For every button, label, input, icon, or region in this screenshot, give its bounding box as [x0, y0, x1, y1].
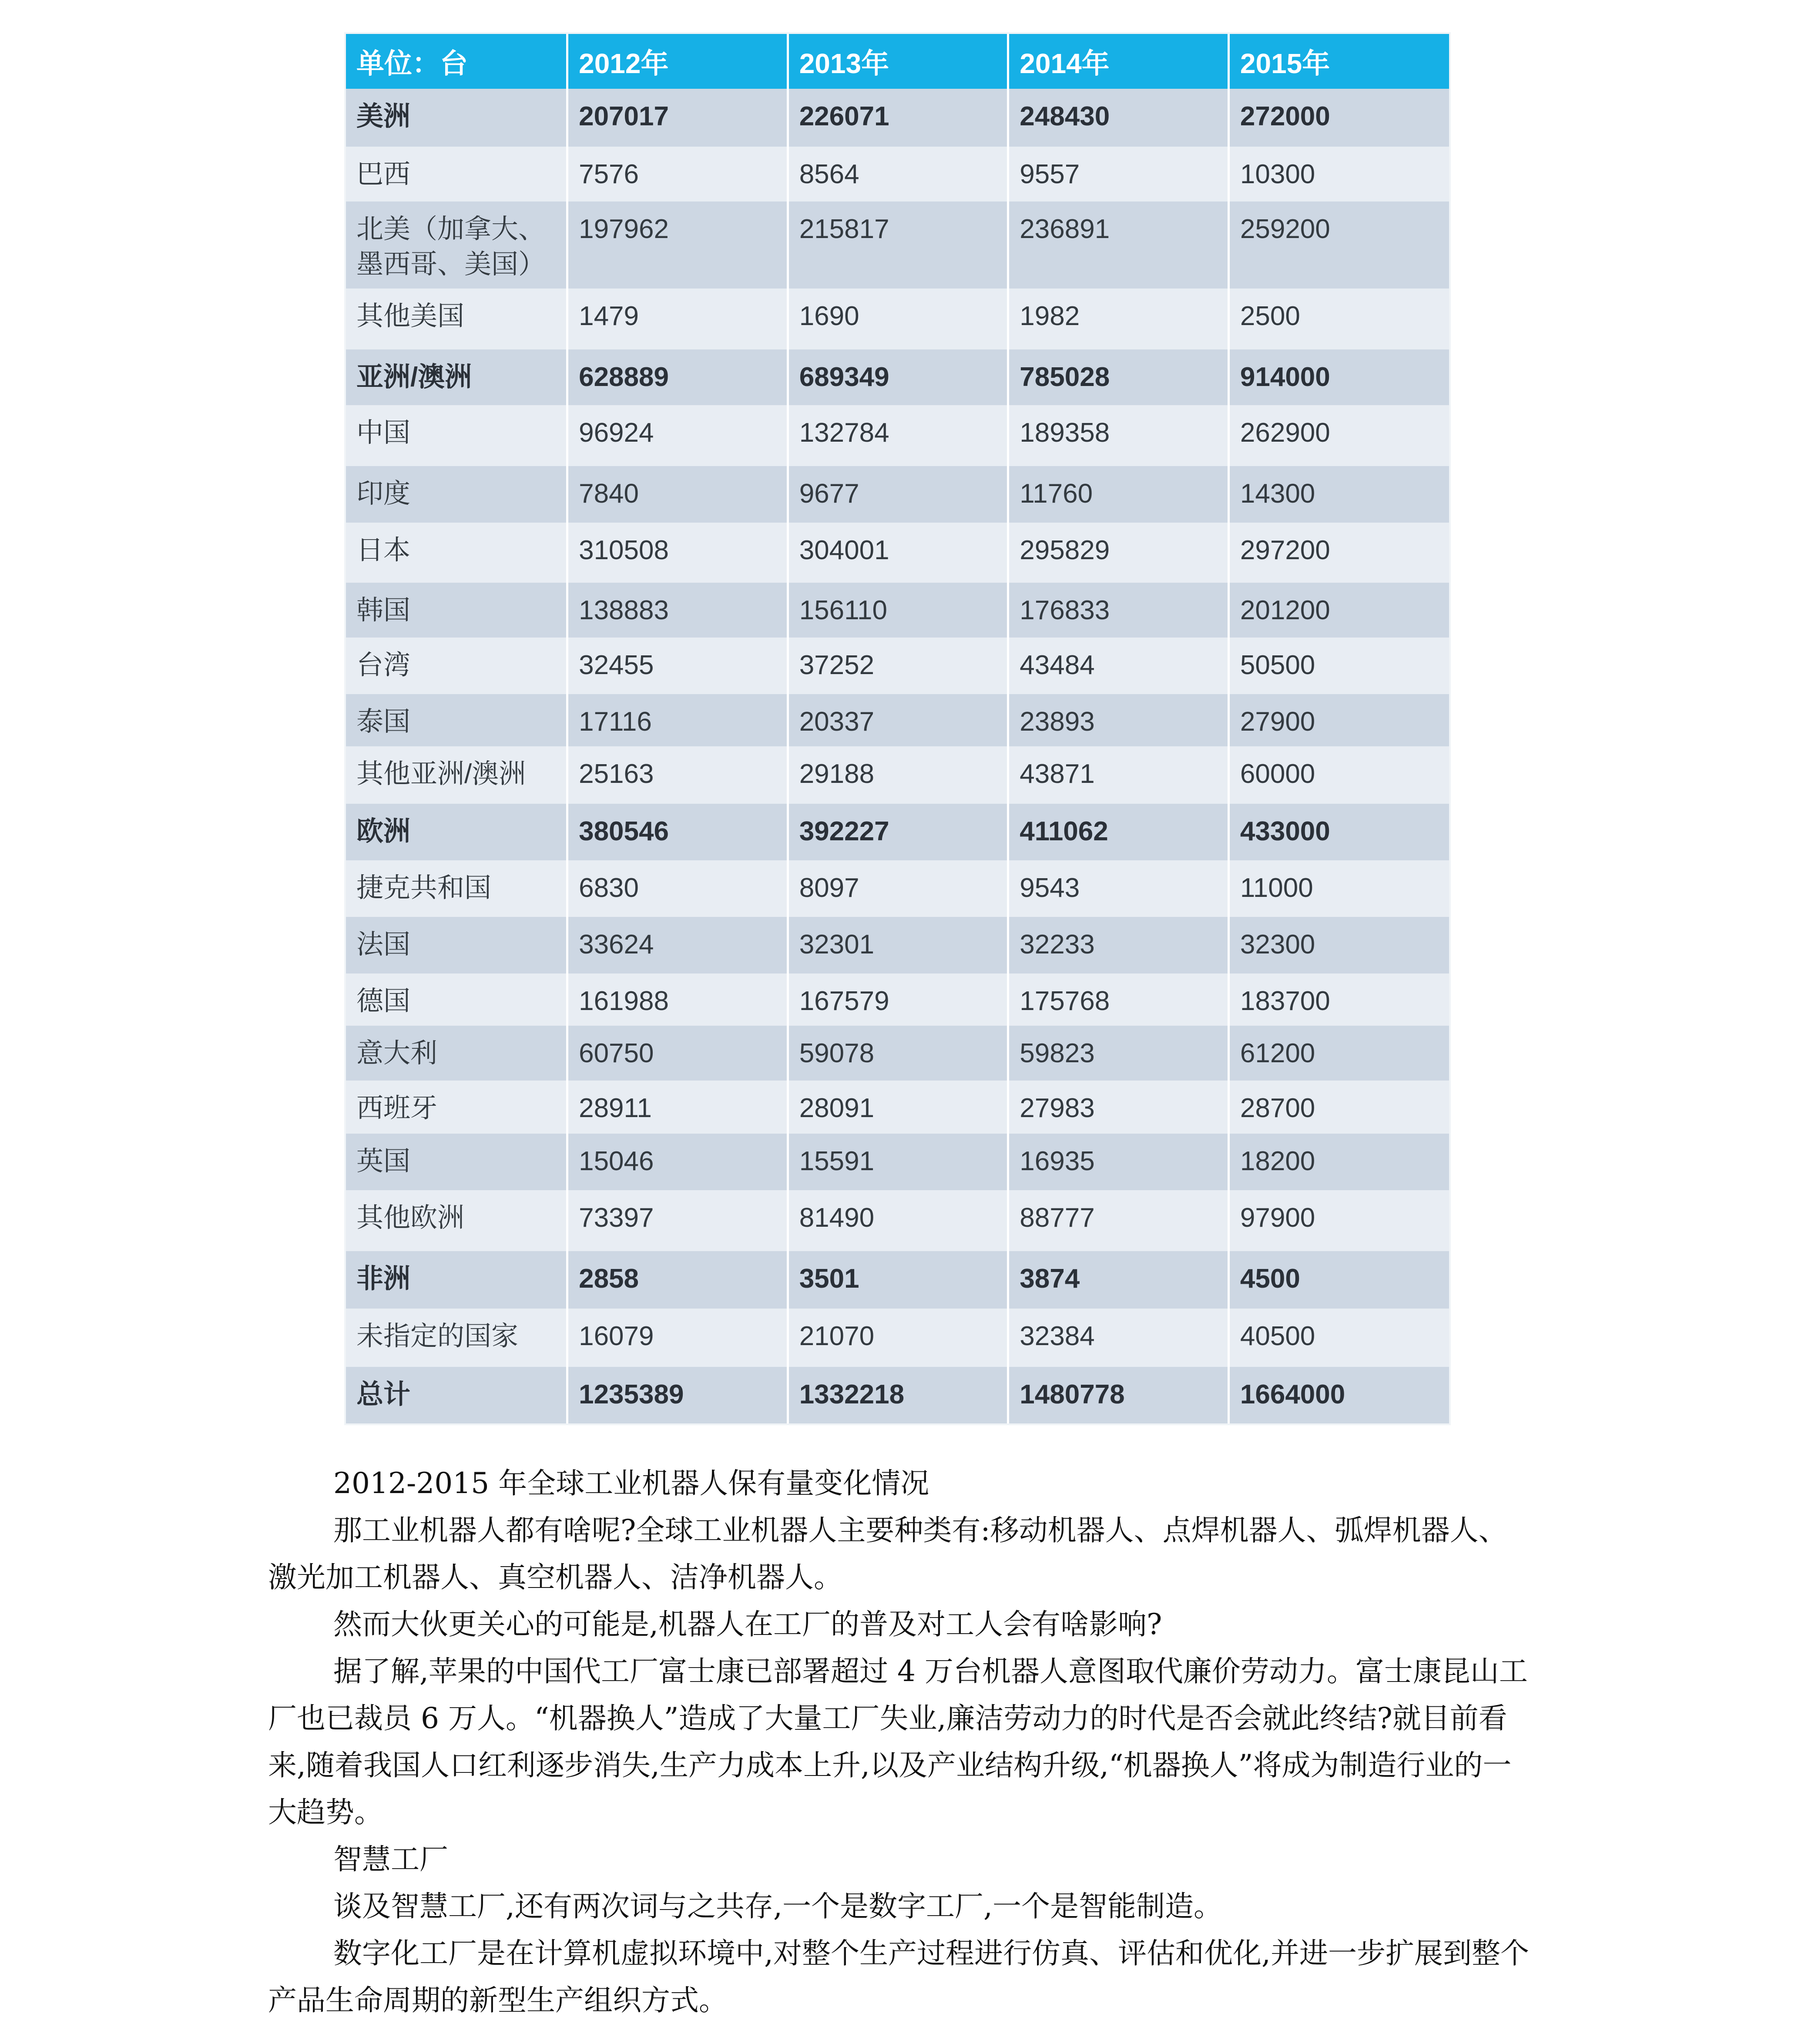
value-cell: 15591	[788, 1134, 1008, 1190]
value-cell: 248430	[1008, 89, 1229, 147]
value-cell: 1332218	[788, 1367, 1008, 1423]
row-label-cell: 欧洲	[346, 804, 567, 860]
row-label-cell: 非洲	[346, 1251, 567, 1309]
value-cell: 32233	[1008, 917, 1229, 973]
value-cell: 215817	[788, 201, 1008, 289]
value-cell: 7576	[567, 147, 788, 201]
value-cell: 15046	[567, 1134, 788, 1190]
value-cell: 272000	[1228, 89, 1449, 147]
value-cell: 197962	[567, 201, 788, 289]
table-row	[346, 523, 1449, 583]
value-cell: 8097	[788, 860, 1008, 917]
row-label-cell: 法国	[346, 917, 567, 973]
value-cell: 9677	[788, 466, 1008, 523]
row-label-cell: 韩国	[346, 583, 567, 638]
table-row	[346, 804, 1449, 860]
value-cell: 201200	[1228, 583, 1449, 638]
value-cell: 32384	[1008, 1309, 1229, 1367]
value-cell: 43871	[1008, 746, 1229, 804]
value-cell: 161988	[567, 973, 788, 1026]
row-label-cell: 北美（加拿大、墨西哥、美国）	[346, 201, 567, 289]
value-cell: 310508	[567, 523, 788, 583]
paragraph-smart-factory-terms: 谈及智慧工厂,还有两次词与之共存,一个是数字工厂,一个是智能制造。	[333, 1890, 1222, 1923]
value-cell: 914000	[1228, 349, 1449, 405]
value-cell: 1480778	[1008, 1367, 1229, 1423]
article-body	[268, 1460, 1530, 2024]
value-cell: 1664000	[1228, 1367, 1449, 1423]
value-cell: 189358	[1008, 405, 1229, 466]
table-row	[346, 1190, 1449, 1251]
value-cell: 138883	[567, 583, 788, 638]
value-cell: 1235389	[567, 1367, 788, 1423]
value-cell: 32301	[788, 917, 1008, 973]
value-cell: 32455	[567, 638, 788, 694]
value-cell: 226071	[788, 89, 1008, 147]
row-label-cell: 印度	[346, 466, 567, 523]
value-cell: 60000	[1228, 746, 1449, 804]
value-cell: 16079	[567, 1309, 788, 1367]
value-cell: 304001	[788, 523, 1008, 583]
value-cell: 60750	[567, 1026, 788, 1081]
value-cell: 28911	[567, 1081, 788, 1134]
robot-inventory-table	[346, 34, 1449, 1423]
table-row	[346, 405, 1449, 466]
value-cell: 2858	[567, 1251, 788, 1309]
robot-inventory-table-container	[346, 34, 1449, 1423]
header-cell-2012: 2012年	[567, 34, 788, 89]
value-cell: 8564	[788, 147, 1008, 201]
value-cell: 11000	[1228, 860, 1449, 917]
value-cell: 156110	[788, 583, 1008, 638]
value-cell: 88777	[1008, 1190, 1229, 1251]
value-cell: 1690	[788, 289, 1008, 349]
table-row	[346, 746, 1449, 804]
paragraph-worker-impact-question: 然而大伙更关心的可能是,机器人在工厂的普及对工人会有啥影响?	[333, 1608, 1162, 1641]
value-cell: 43484	[1008, 638, 1229, 694]
value-cell: 10300	[1228, 147, 1449, 201]
table-row	[346, 1134, 1449, 1190]
row-label-cell: 其他欧洲	[346, 1190, 567, 1251]
value-cell: 59078	[788, 1026, 1008, 1081]
value-cell: 18200	[1228, 1134, 1449, 1190]
value-cell: 183700	[1228, 973, 1449, 1026]
value-cell: 236891	[1008, 201, 1229, 289]
row-label-cell: 西班牙	[346, 1081, 567, 1134]
value-cell: 28700	[1228, 1081, 1449, 1134]
value-cell: 11760	[1008, 466, 1229, 523]
value-cell: 29188	[788, 746, 1008, 804]
table-row	[346, 1081, 1449, 1134]
value-cell: 6830	[567, 860, 788, 917]
table-row	[346, 289, 1449, 349]
table-body	[346, 89, 1449, 1423]
table-row	[346, 1251, 1449, 1309]
value-cell: 207017	[567, 89, 788, 147]
value-cell: 1479	[567, 289, 788, 349]
table-header	[346, 34, 1449, 89]
value-cell: 380546	[567, 804, 788, 860]
value-cell: 73397	[567, 1190, 788, 1251]
paragraph-digital-factory: 数字化工厂是在计算机虚拟环境中,对整个生产过程进行仿真、评估和优化,并进一步扩展到整个产品生命周期的新型生产组织方式。	[268, 1937, 1529, 2017]
header-cell-2015: 2015年	[1228, 34, 1449, 89]
value-cell: 23893	[1008, 694, 1229, 746]
value-cell: 132784	[788, 405, 1008, 466]
table-row	[346, 201, 1449, 289]
value-cell: 14300	[1228, 466, 1449, 523]
value-cell: 17116	[567, 694, 788, 746]
table-row	[346, 638, 1449, 694]
row-label-cell: 其他亚洲/澳洲	[346, 746, 567, 804]
value-cell: 433000	[1228, 804, 1449, 860]
table-row	[346, 89, 1449, 147]
value-cell: 628889	[567, 349, 788, 405]
value-cell: 27983	[1008, 1081, 1229, 1134]
row-label-cell: 捷克共和国	[346, 860, 567, 917]
value-cell: 785028	[1008, 349, 1229, 405]
table-row	[346, 917, 1449, 973]
value-cell: 40500	[1228, 1309, 1449, 1367]
value-cell: 20337	[788, 694, 1008, 746]
header-cell-2014: 2014年	[1008, 34, 1229, 89]
table-row	[346, 349, 1449, 405]
table-row	[346, 973, 1449, 1026]
value-cell: 96924	[567, 405, 788, 466]
value-cell: 9557	[1008, 147, 1229, 201]
table-row	[346, 860, 1449, 917]
table-row	[346, 583, 1449, 638]
value-cell: 3501	[788, 1251, 1008, 1309]
row-label-cell: 英国	[346, 1134, 567, 1190]
value-cell: 50500	[1228, 638, 1449, 694]
table-row	[346, 147, 1449, 201]
table-row	[346, 1367, 1449, 1423]
row-label-cell: 日本	[346, 523, 567, 583]
value-cell: 295829	[1008, 523, 1229, 583]
header-cell-unit: 单位：台	[346, 34, 567, 89]
value-cell: 176833	[1008, 583, 1229, 638]
table-header-row	[346, 34, 1449, 89]
value-cell: 33624	[567, 917, 788, 973]
value-cell: 21070	[788, 1309, 1008, 1367]
table-row	[346, 466, 1449, 523]
value-cell: 27900	[1228, 694, 1449, 746]
row-label-cell: 意大利	[346, 1026, 567, 1081]
paragraph-foxconn: 据了解,苹果的中国代工厂富士康已部署超过 4 万台机器人意图取代廉价劳动力。富士康昆山工厂也已裁员 6 万人。“机器换人”造成了大量工厂失业,廉洁劳动力的时代是否会就此终结?就目前看来,随着我国人口红利逐步消失,生产力成本上升,以及产业结构升级,“机器换人”将成为制造行业的一大趋势。	[268, 1655, 1528, 1829]
value-cell: 28091	[788, 1081, 1008, 1134]
row-label-cell: 中国	[346, 405, 567, 466]
value-cell: 3874	[1008, 1251, 1229, 1309]
value-cell: 4500	[1228, 1251, 1449, 1309]
value-cell: 262900	[1228, 405, 1449, 466]
value-cell: 2500	[1228, 289, 1449, 349]
value-cell: 411062	[1008, 804, 1229, 860]
value-cell: 9543	[1008, 860, 1229, 917]
header-cell-2013: 2013年	[788, 34, 1008, 89]
row-label-cell: 德国	[346, 973, 567, 1026]
row-label-cell: 总计	[346, 1367, 567, 1423]
value-cell: 16935	[1008, 1134, 1229, 1190]
value-cell: 175768	[1008, 973, 1229, 1026]
table-row	[346, 694, 1449, 746]
table-row	[346, 1309, 1449, 1367]
row-label-cell: 其他美国	[346, 289, 567, 349]
row-label-cell: 未指定的国家	[346, 1309, 567, 1367]
value-cell: 1982	[1008, 289, 1229, 349]
paragraph-robot-types: 那工业机器人都有啥呢?全球工业机器人主要种类有:移动机器人、点焊机器人、弧焊机器人、激光加工机器人、真空机器人、洁净机器人。	[268, 1514, 1507, 1594]
value-cell: 297200	[1228, 523, 1449, 583]
row-label-cell: 台湾	[346, 638, 567, 694]
row-label-cell: 巴西	[346, 147, 567, 201]
value-cell: 37252	[788, 638, 1008, 694]
value-cell: 7840	[567, 466, 788, 523]
row-label-cell: 美洲	[346, 89, 567, 147]
row-label-cell: 泰国	[346, 694, 567, 746]
table-caption: 2012-2015 年全球工业机器人保有量变化情况	[333, 1467, 929, 1500]
value-cell: 59823	[1008, 1026, 1229, 1081]
section-heading-smart-factory: 智慧工厂	[333, 1843, 448, 1876]
value-cell: 32300	[1228, 917, 1449, 973]
table-row	[346, 1026, 1449, 1081]
value-cell: 81490	[788, 1190, 1008, 1251]
value-cell: 25163	[567, 746, 788, 804]
value-cell: 392227	[788, 804, 1008, 860]
row-label-cell: 亚洲/澳洲	[346, 349, 567, 405]
value-cell: 61200	[1228, 1026, 1449, 1081]
value-cell: 97900	[1228, 1190, 1449, 1251]
value-cell: 259200	[1228, 201, 1449, 289]
value-cell: 689349	[788, 349, 1008, 405]
value-cell: 167579	[788, 973, 1008, 1026]
